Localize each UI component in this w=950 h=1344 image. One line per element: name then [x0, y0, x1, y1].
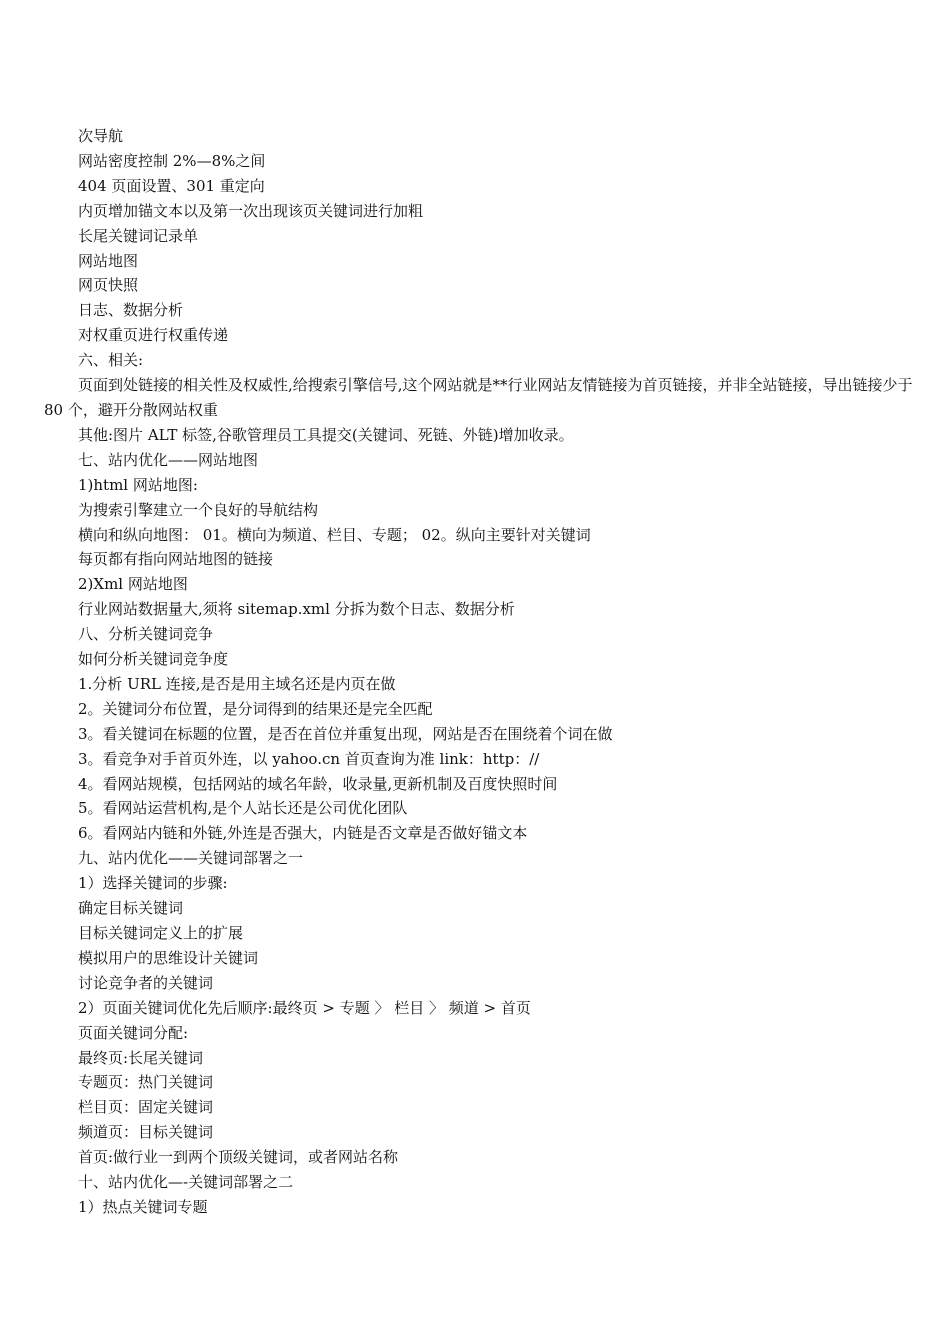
text-line: 2)Xml 网站地图: [78, 575, 188, 594]
text-line: 首页:做行业一到两个顶级关键词，或者网站名称: [78, 1148, 399, 1167]
text-line: 1)html 网站地图:: [78, 475, 198, 494]
section-heading: 七、站内优化——网站地图: [78, 450, 259, 469]
text-line: 网站地图: [78, 251, 139, 270]
text-line: 最终页:长尾关键词: [78, 1048, 204, 1067]
text-line: 每页都有指向网站地图的链接: [78, 550, 274, 569]
text-line: 4。看网站规模，包括网站的域名年龄，收录量,更新机制及百度快照时间: [78, 774, 558, 793]
text-line: 日志、数据分析: [78, 301, 184, 320]
section-heading: 六、相关:: [78, 351, 144, 370]
text-line: 1）选择关键词的步骤:: [78, 874, 228, 893]
text-line: 5。看网站运营机构,是个人站长还是公司优化团队: [78, 799, 408, 818]
text-line: 讨论竞争者的关键词: [78, 973, 214, 992]
text-line: 频道页：目标关键词: [78, 1123, 214, 1142]
text-line: 横向和纵向地图： 01。横向为频道、栏目、专题； 02。纵向主要针对关键词: [78, 525, 591, 544]
text-line: 为搜索引擎建立一个良好的导航结构: [78, 500, 319, 519]
text-line: 404 页面设置、301 重定向: [78, 176, 265, 195]
text-line: 2。关键词分布位置，是分词得到的结果还是完全匹配: [78, 699, 433, 718]
text-line: 对权重页进行权重传递: [78, 326, 229, 345]
text-line: 内页增加锚文本以及第一次出现该页关键词进行加粗: [78, 201, 424, 220]
text-line: 1.分析 URL 连接,是否是用主域名还是内页在做: [78, 674, 396, 693]
section-heading: 九、站内优化——关键词部署之一: [78, 849, 304, 868]
text-line: 1）热点关键词专题: [78, 1197, 208, 1216]
text-line: 行业网站数据量大,须将 sitemap.xml 分拆为数个日志、数据分析: [78, 600, 515, 619]
text-line: 2）页面关键词优化先后顺序:最终页 > 专题 〉 栏目 〉 频道 > 首页: [78, 998, 531, 1017]
text-line: 长尾关键词记录单: [78, 226, 199, 245]
text-line: 专题页：热门关键词: [78, 1073, 214, 1092]
text-line: 模拟用户的思维设计关键词: [78, 948, 259, 967]
text-line: 网页快照: [78, 276, 139, 295]
text-paragraph: 页面到处链接的相关性及权威性,给搜索引擎信号,这个网站就是**行业网站友情链接为首页链接，并非全站链接，导出链接少于 80 个，避开分散网站权重: [44, 376, 913, 419]
text-line: 3。看关键词在标题的位置，是否在首位并重复出现，网站是否在围绕着个词在做: [78, 724, 613, 743]
section-heading: 八、分析关键词竞争: [78, 625, 214, 644]
text-line: 其他:图片 ALT 标签,谷歌管理员工具提交(关键词、死链、外链)增加收录。: [78, 425, 574, 444]
text-line: 页面关键词分配:: [78, 1023, 189, 1042]
text-line: 6。看网站内链和外链,外连是否强大，内链是否文章是否做好锚文本: [78, 824, 528, 843]
text-line: 网站密度控制 2%—8%之间: [78, 151, 266, 170]
text-line: 3。看竞争对手首页外连，以 yahoo.cn 首页查询为准 link：http：//: [78, 749, 540, 768]
text-line: 栏目页：固定关键词: [78, 1098, 214, 1117]
document-body: [44, 124, 924, 1220]
text-line: 如何分析关键词竞争度: [78, 650, 229, 669]
text-line: 目标关键词定义上的扩展: [78, 924, 244, 942]
text-line: 次导航: [78, 127, 124, 145]
section-heading: 十、站内优化—-关键词部署之二: [78, 1173, 294, 1192]
text-line: 确定目标关键词: [78, 899, 184, 918]
